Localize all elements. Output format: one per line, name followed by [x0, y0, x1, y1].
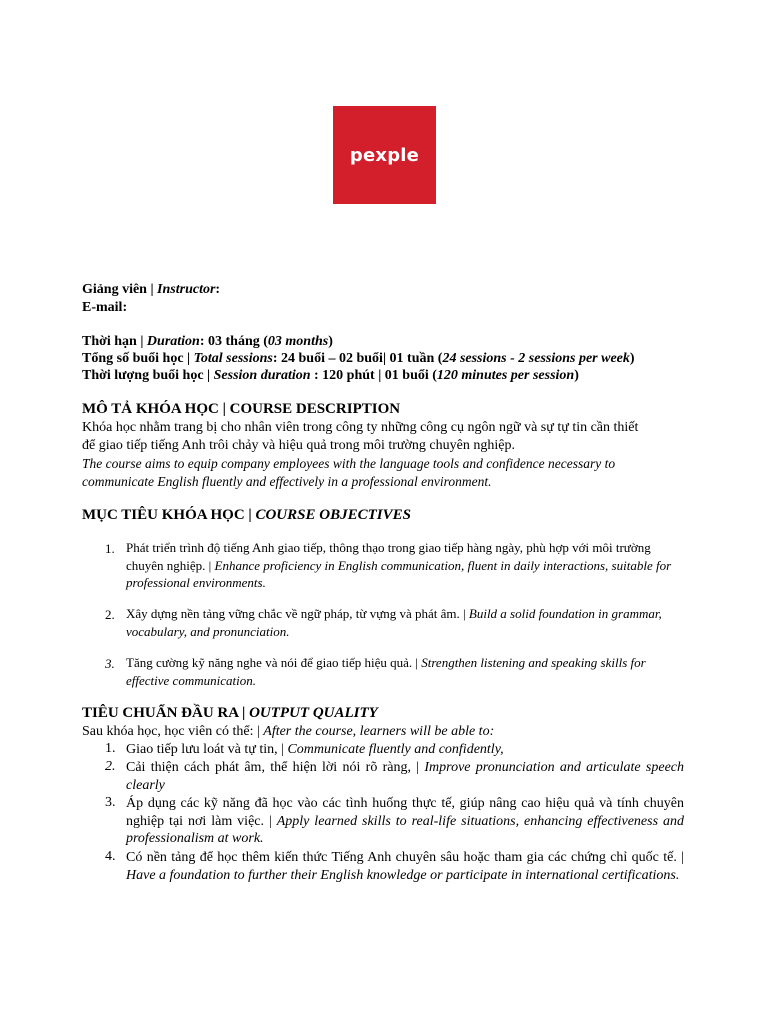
course-objectives-heading-en: COURSE OBJECTIVES [255, 507, 411, 523]
output-2-en: Improve pronunciation and articulate speech clearly [126, 760, 684, 793]
email-label: E-mail: [82, 300, 128, 315]
course-description-en-line2: communicate English fluently and effectively in a professional environment. [82, 474, 492, 489]
total-sessions-line [82, 350, 635, 367]
output-quality-intro-vi: Sau khóa học, học viên có thể: | [82, 724, 264, 739]
instructor-colon: : [215, 282, 221, 297]
objective-2 [126, 605, 686, 640]
output-3-number: 3. [105, 795, 116, 810]
pexple-logo [333, 106, 436, 204]
session-duration-value: : 120 phút | 01 buổi ( [310, 368, 437, 383]
output-3-vi: Áp dụng các kỹ năng đã học vào các tình huống thực tế, giúp nâng cao hiệu quả và tính chuyên nghiệp tại nơi làm việc. | [126, 796, 684, 829]
logo-text: pexple [349, 144, 420, 166]
duration-close: ) [328, 334, 333, 349]
output-4-vi: Có nền tảng để học thêm kiến thức Tiếng Anh chuyên sâu hoặc tham gia các chứng chỉ quốc tế. | [126, 850, 684, 865]
output-quality-heading-vi: TIÊU CHUẨN ĐẦU RA | [82, 705, 250, 721]
output-3-en: Apply learned skills to real-life situations, enhancing effectiveness and professionalism at work. [126, 813, 684, 846]
objective-2-number: 2. [105, 607, 115, 622]
session-duration-value-en: 120 minutes per session [436, 368, 575, 383]
output-quality-intro-en: After the course, learners will be able to: [263, 724, 495, 739]
output-quality-heading-en: OUTPUT QUALITY [249, 705, 378, 721]
output-4-en: Have a foundation to further their English knowledge or participate in international certifications. [126, 867, 680, 883]
duration-value-en: 03 months [267, 334, 329, 349]
objective-3-vi: Tăng cường kỹ năng nghe và nói để giao tiếp hiệu quả. | [126, 655, 422, 670]
course-objectives-heading-vi: MỤC TIÊU KHÓA HỌC | [82, 507, 256, 523]
session-duration-close: ) [574, 368, 579, 383]
objective-1-en: Enhance proficiency in English communication, fluent in daily interactions, suitable for professional environments. [126, 557, 672, 590]
session-duration-en: Session duration [213, 368, 311, 383]
output-1-number: 1. [105, 741, 116, 756]
objective-1-vi: Phát triển trình độ tiếng Anh giao tiếp, thông thạo trong giao tiếp hàng ngày, phù hợp với môi trường chuyên nghiệp. | [126, 540, 651, 573]
output-2-number: 2. [105, 759, 116, 774]
duration-vi: Thời hạn | [82, 334, 147, 349]
course-description-heading: MÔ TẢ KHÓA HỌC | COURSE DESCRIPTION [82, 401, 401, 417]
objective-1-number: 1. [105, 541, 115, 556]
course-description-vi-line1: Khóa học nhằm trang bị cho nhân viên trong công ty những công cụ ngôn ngữ và sự tự tin cần thiết [82, 420, 639, 435]
output-3 [126, 795, 684, 848]
course-description-vi-line2: để giao tiếp tiếng Anh trôi chảy và hiệu quả trong môi trường chuyên nghiệp. [82, 438, 515, 453]
objective-2-en: Build a solid foundation in grammar, vocabulary, and pronunciation. [126, 606, 662, 639]
session-duration-vi: Thời lượng buổi học | [82, 368, 214, 383]
output-quality-heading [82, 705, 378, 722]
session-duration-line [82, 367, 579, 384]
output-2-vi: Cải thiện cách phát âm, thể hiện lời nói rõ ràng, | [126, 760, 425, 775]
objective-3-number: 3. [105, 656, 115, 671]
output-1-en: Communicate fluently and confidently, [287, 742, 504, 757]
output-4-number: 4. [105, 849, 116, 864]
output-quality-intro [82, 723, 494, 740]
duration-line [82, 333, 333, 350]
course-objectives-heading [82, 507, 411, 524]
course-description-en-line1: The course aims to equip company employees with the language tools and confidence necessary to [82, 456, 616, 471]
email-line [82, 299, 127, 316]
objective-3-en: Strengthen listening and speaking skills for effective communication. [126, 655, 646, 688]
objective-2-vi: Xây dựng nền tảng vững chắc về ngữ pháp, từ vựng và phát âm. | [126, 606, 469, 621]
output-1 [126, 741, 684, 759]
total-sessions-en: Total sessions [193, 351, 273, 366]
objective-3 [126, 654, 686, 689]
objective-1 [126, 539, 686, 592]
duration-value: : 03 tháng ( [199, 334, 268, 349]
output-2 [126, 759, 684, 794]
total-sessions-value: : 24 buổi – 02 buổi| 01 tuần ( [272, 351, 443, 366]
instructor-label-en: Instructor [157, 282, 216, 297]
total-sessions-value-en: 24 sessions - 2 sessions per week [442, 351, 630, 366]
instructor-label-vi: Giảng viên | [82, 282, 158, 297]
total-sessions-close: ) [629, 351, 635, 366]
instructor-line [82, 281, 220, 298]
total-sessions-vi: Tổng số buổi học | [82, 351, 194, 366]
output-4 [126, 849, 684, 884]
output-1-vi: Giao tiếp lưu loát và tự tin, | [126, 742, 288, 757]
duration-en: Duration [146, 334, 200, 349]
